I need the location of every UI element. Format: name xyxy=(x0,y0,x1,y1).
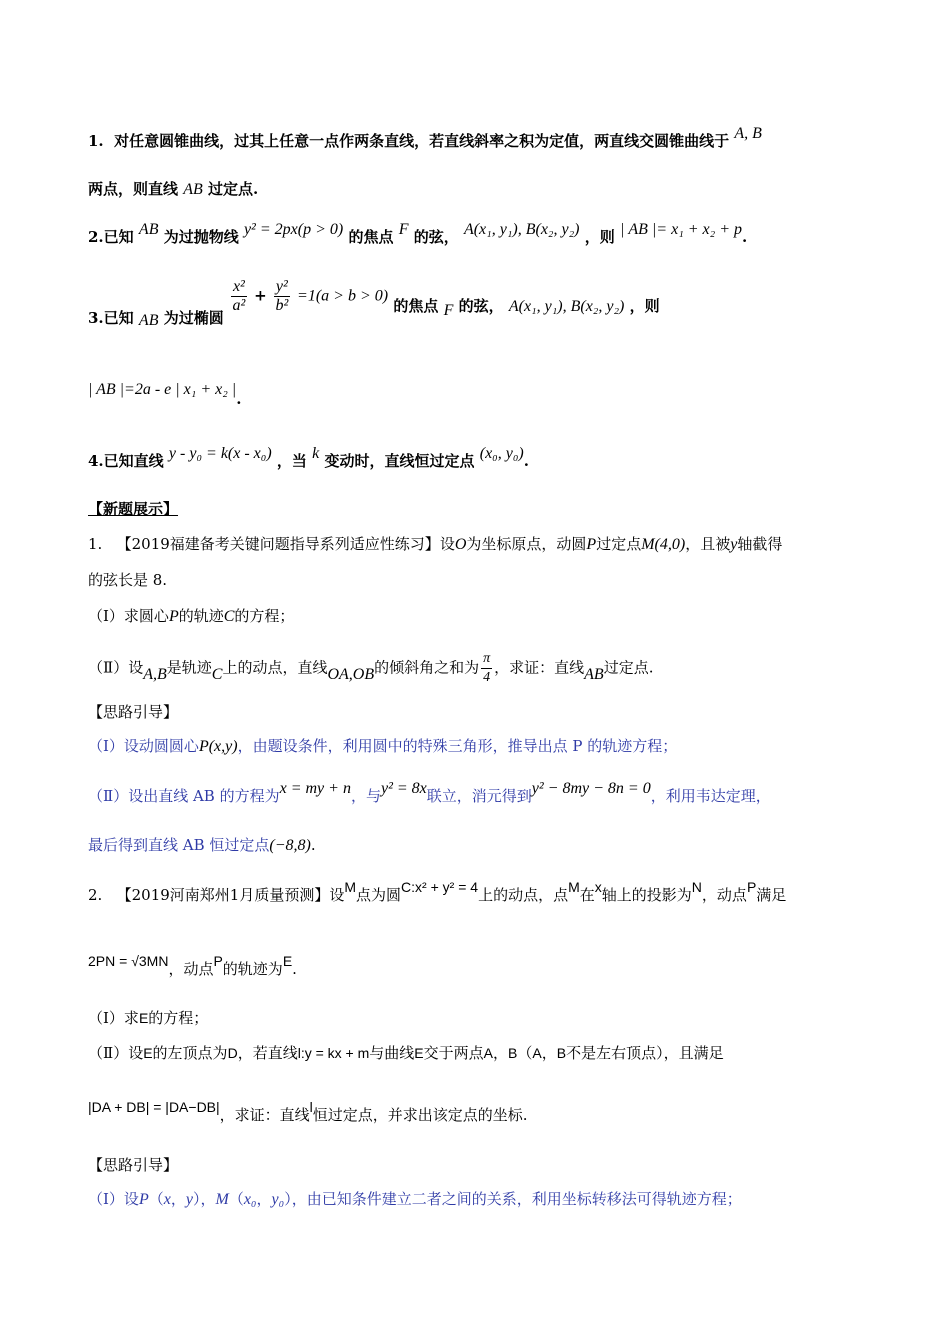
math-formula: (−8,8) xyxy=(269,837,311,854)
math-formula: A(x₁, y₁), B(x₂, y₂) xyxy=(463,221,580,238)
section-title: 【新题展示】 xyxy=(88,500,179,518)
math-formula: y² = 8x xyxy=(380,780,427,797)
problem-text: 设 xyxy=(329,886,345,904)
fact-text: 的焦点 xyxy=(393,296,439,315)
hint-title-2: 【思路引导】 xyxy=(88,1156,179,1174)
hint-2-part-1 xyxy=(88,1188,742,1211)
fraction-numerator: π xyxy=(481,650,492,669)
math-var: P xyxy=(586,536,597,553)
math-var: A xyxy=(532,1045,542,1061)
hint-text: ， xyxy=(170,1190,186,1208)
math-formula: C:x² + y² = 4 xyxy=(401,879,479,895)
math-var: A,B xyxy=(143,665,167,683)
fraction-denominator: 4 xyxy=(483,670,491,685)
problem-text: 上的动点，直线 xyxy=(222,658,328,677)
problem-text: ，求证：直线 xyxy=(219,1106,310,1124)
problem-text: 的左顶点为 xyxy=(152,1044,228,1062)
problem-text: 过定点 xyxy=(596,535,642,553)
fraction-pi-4 xyxy=(481,650,492,687)
fact-2-line xyxy=(88,221,748,249)
problem-text: ，且被 xyxy=(685,535,731,553)
fact-1-line-1 xyxy=(88,125,762,153)
problem-text: 上的动点，点 xyxy=(478,886,569,904)
math-var: y xyxy=(730,536,738,553)
problem-1-line-2: 的弦长是 8. xyxy=(88,571,168,589)
problem-text: ，动点 xyxy=(701,886,747,904)
math-var: OA,OB xyxy=(327,665,375,683)
fraction-x2-a2 xyxy=(231,278,247,315)
math-var: M xyxy=(568,879,580,895)
math-var: O xyxy=(454,536,467,553)
fact-text: 已知直线 xyxy=(103,452,164,470)
problem-text: （Ⅰ）求圆心 xyxy=(88,607,169,625)
problem-text: 的倾斜角之和为 xyxy=(374,658,480,677)
problem-text: （Ⅰ）求 xyxy=(88,1009,139,1027)
math-var: A xyxy=(483,1045,493,1061)
hint-text: （Ⅰ）设 xyxy=(88,1190,139,1208)
math-formula: k xyxy=(312,445,320,462)
math-formula: AB xyxy=(183,181,203,198)
math-formula: 2PN = √3MN xyxy=(88,953,169,969)
fact-1-line-2 xyxy=(88,178,258,201)
problem-text: . xyxy=(292,960,297,978)
hint-text: ，与 xyxy=(350,787,381,805)
math-var: P xyxy=(746,879,757,895)
math-var: l xyxy=(309,1099,313,1115)
math-formula: M(4,0) xyxy=(641,536,686,553)
math-var: E xyxy=(414,1045,424,1061)
math-formula: A(x₁, y₁), B(x₂, y₂) xyxy=(508,297,625,315)
fact-text: . xyxy=(236,390,242,408)
hint-text: （ xyxy=(228,1190,244,1208)
math-var: D xyxy=(227,1045,238,1061)
hint-text: . xyxy=(310,836,316,854)
problem-source: 【2019福建备考关键问题指导系列适应性练习】 xyxy=(116,535,440,553)
problem-1-part-1 xyxy=(88,605,294,628)
fact-text: 对任意圆锥曲线，过其上任意一点作两条直线，若直线斜率之积为定值，两直线交圆锥曲线于 xyxy=(114,132,730,150)
problem-text: 的方程； xyxy=(148,1009,209,1027)
fact-text: 的弦， xyxy=(413,228,459,246)
fact-text: 已知 xyxy=(103,228,134,246)
hint-text: 最后得到直线 AB 恒过定点 xyxy=(88,836,270,854)
math-formula: P(x,y) xyxy=(198,738,238,755)
hint-text: （ xyxy=(148,1190,164,1208)
hint-text: ）， xyxy=(192,1190,216,1208)
problem-text: 轴截得 xyxy=(737,535,783,553)
math-var: P xyxy=(168,608,179,625)
problem-2-line-last xyxy=(88,1099,528,1126)
problem-1-part-2 xyxy=(88,650,653,687)
problem-2-part-1 xyxy=(88,1007,208,1029)
math-var: E xyxy=(143,1045,153,1061)
fraction-numerator: y² xyxy=(275,278,288,295)
math-var: x₀ xyxy=(243,1191,257,1208)
fact-text: ，当 xyxy=(276,452,307,470)
fact-3-line-1 xyxy=(88,278,660,329)
problem-2-part-2 xyxy=(88,1042,724,1064)
math-var: N xyxy=(691,879,702,895)
fraction-denominator: b² xyxy=(275,297,289,314)
math-var: M xyxy=(344,879,357,895)
problem-text: 的轨迹为 xyxy=(222,960,283,978)
math-var: E xyxy=(138,1010,149,1026)
problem-2-line-2 xyxy=(88,953,297,980)
problem-text: 满足 xyxy=(756,886,787,904)
fact-text: 的焦点 xyxy=(348,228,394,246)
problem-text: （ xyxy=(517,1044,533,1062)
math-var: x xyxy=(594,879,602,895)
fact-text: 已知 xyxy=(103,308,134,327)
math-formula: y - y₀ = k(x - x₀) xyxy=(168,445,272,462)
problem-text: 恒过定点，并求出该定点的坐标. xyxy=(312,1106,528,1124)
problem-source: 【2019河南郑州1月质量预测】 xyxy=(116,886,330,904)
math-var: y₀ xyxy=(271,1191,285,1208)
math-formula: y² − 8my − 8n = 0 xyxy=(531,780,651,797)
math-var: B xyxy=(556,1045,567,1061)
fraction-numerator: x² xyxy=(232,278,245,295)
problem-text: 是轨迹 xyxy=(166,658,212,677)
math-formula: l:y = kx + m xyxy=(297,1045,370,1061)
math-formula: | AB |=2a - e | x₁ + x₂ | xyxy=(88,381,237,398)
problem-number: 2. xyxy=(88,886,103,904)
fact-text: 两点，则直线 xyxy=(88,180,179,198)
problem-text: 不是左右顶点），且满足 xyxy=(566,1044,724,1062)
fact-text: ，则 xyxy=(629,296,660,315)
problem-text: （Ⅱ）设 xyxy=(88,1044,144,1062)
math-formula: |DA + DB| = |DA−DB| xyxy=(88,1099,220,1115)
math-var: E xyxy=(282,953,293,969)
problem-text: 轴上的投影为 xyxy=(601,886,692,904)
math-var: C xyxy=(211,665,223,683)
fact-number: 2. xyxy=(88,228,104,246)
hint-text: ， xyxy=(256,1190,272,1208)
fact-text: ，则 xyxy=(584,228,615,246)
problem-1-line-1 xyxy=(88,533,782,556)
hint-text: ，由题设条件，利用圆中的特殊三角形，推导出点 P 的轨迹方程； xyxy=(237,737,678,755)
math-var: P xyxy=(213,953,223,969)
problem-text: 过定点. xyxy=(603,658,654,677)
fact-number: 1. xyxy=(88,132,104,150)
fact-text: 过定点. xyxy=(208,180,259,198)
math-formula: | AB |= x₁ + x₂ + p xyxy=(619,221,743,238)
problem-text: ，动点 xyxy=(168,960,214,978)
hint-1-part-3 xyxy=(88,834,316,857)
math-formula: AB xyxy=(138,221,159,238)
hint-text: ，利用韦达定理， xyxy=(650,787,771,805)
problem-text: ，求证：直线 xyxy=(494,658,585,677)
hint-1-part-2 xyxy=(88,780,771,808)
fact-text: 为过椭圆 xyxy=(163,308,224,327)
math-var: B xyxy=(508,1045,518,1061)
problem-text: 设 xyxy=(439,535,455,553)
plus-sign: + xyxy=(254,286,267,305)
problem-2-line-1 xyxy=(88,879,787,906)
math-formula: A, B xyxy=(734,125,762,142)
problem-text: ， xyxy=(493,1044,509,1062)
problem-text: 点为圆 xyxy=(356,886,402,904)
fact-text: 变动时，直线恒过定点 xyxy=(324,452,475,470)
fraction-y2-b2 xyxy=(274,278,290,315)
fact-number: 3. xyxy=(88,308,104,327)
fact-number: 4. xyxy=(88,452,104,470)
fact-text: . xyxy=(742,228,748,246)
problem-text: 的轨迹 xyxy=(178,607,224,625)
math-formula: F xyxy=(443,301,454,319)
math-var: M xyxy=(215,1191,229,1208)
hint-text: ），由已知条件建立二者之间的关系，利用坐标转移法可得轨迹方程； xyxy=(284,1190,742,1208)
fact-text: 为过抛物线 xyxy=(163,228,239,246)
math-formula: y² = 2px(p > 0) xyxy=(243,221,344,238)
math-formula: (x₀, y₀) xyxy=(479,445,524,462)
math-formula: F xyxy=(398,221,409,238)
hint-text: （Ⅰ）设动圆圆心 xyxy=(88,737,199,755)
fact-4-line xyxy=(88,445,529,473)
fact-3-line-2 xyxy=(88,378,242,408)
fact-text: . xyxy=(523,452,529,470)
hint-text: （Ⅱ）设出直线 AB 的方程为 xyxy=(88,787,280,805)
problem-number: 1. xyxy=(88,535,103,553)
problem-text: 为坐标原点，动圆 xyxy=(466,535,587,553)
hint-text: 联立，消元得到 xyxy=(426,787,532,805)
math-var: y xyxy=(185,1191,193,1208)
math-var: x xyxy=(163,1191,171,1208)
problem-text: 交于两点 xyxy=(423,1044,484,1062)
fact-text: 的弦， xyxy=(458,296,504,315)
problem-text: 与曲线 xyxy=(369,1044,415,1062)
math-var: AB xyxy=(584,665,604,683)
problem-text: （Ⅱ）设 xyxy=(88,658,144,677)
problem-text: ， xyxy=(541,1044,557,1062)
problem-text: 在 xyxy=(579,886,595,904)
math-var: P xyxy=(138,1191,149,1208)
fraction-denominator: a² xyxy=(232,297,246,314)
hint-1-part-1 xyxy=(88,735,677,758)
math-formula: AB xyxy=(138,311,159,329)
problem-text: ，若直线 xyxy=(237,1044,298,1062)
hint-title-1: 【思路引导】 xyxy=(88,703,179,721)
problem-text: 的方程； xyxy=(234,607,295,625)
math-formula: =1(a > b > 0) xyxy=(297,287,389,305)
math-var: C xyxy=(223,608,235,625)
math-formula: x = my + n xyxy=(279,780,351,797)
